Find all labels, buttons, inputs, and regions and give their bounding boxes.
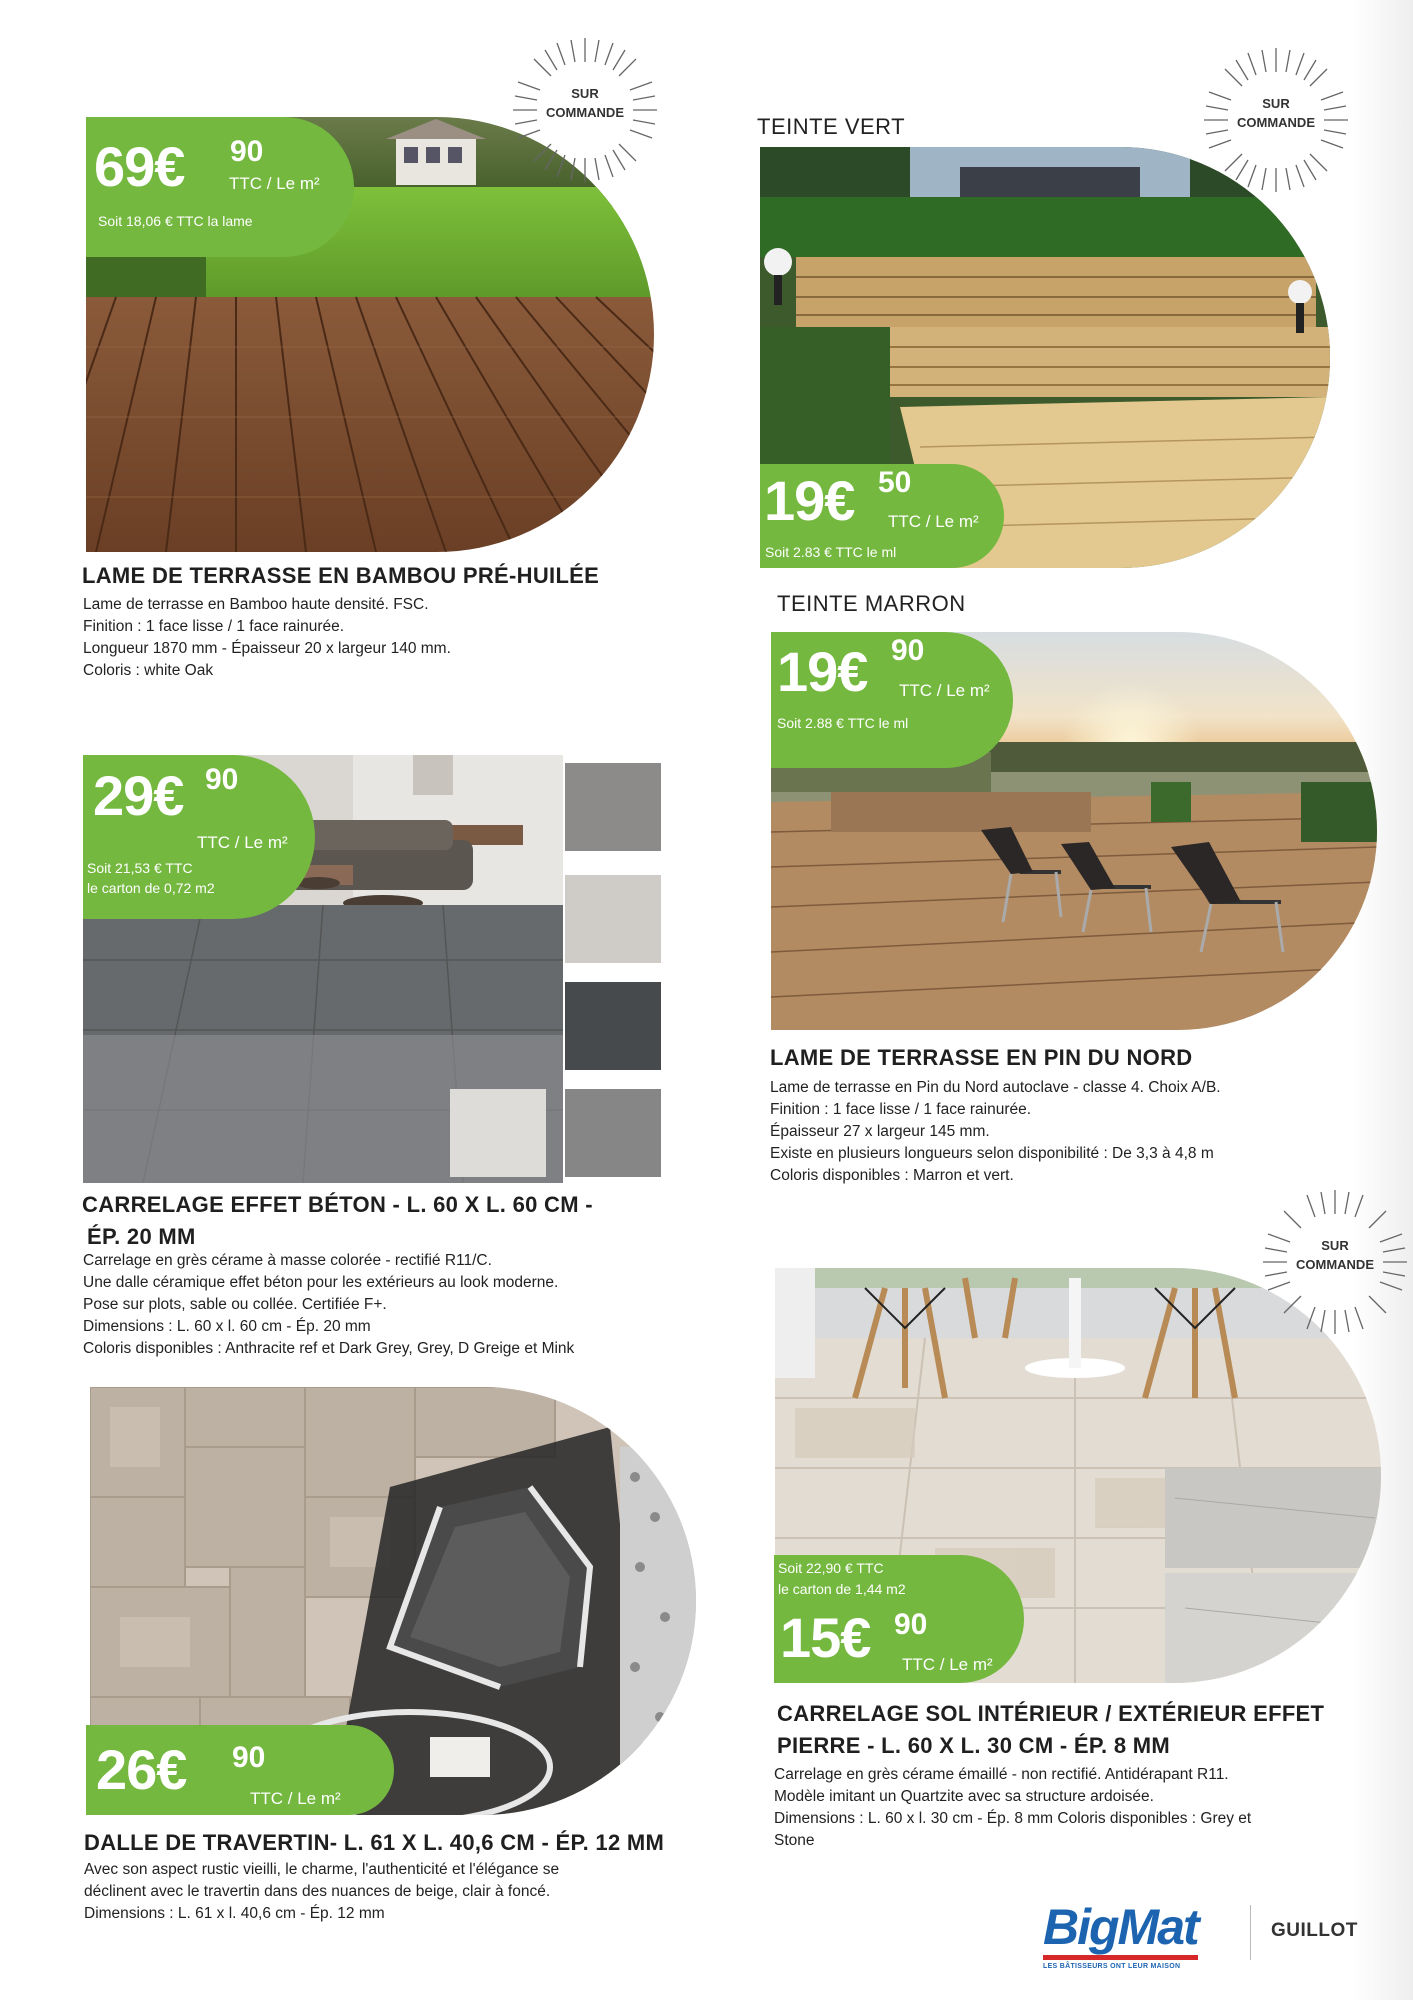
price-note: Soit 2.83 € TTC le ml <box>765 544 897 560</box>
desc-line: Longueur 1870 mm - Épaisseur 20 x largeur 140 mm. <box>83 640 451 657</box>
variant-label-brown: TEINTE MARRON <box>777 591 966 616</box>
desc-line: Une dalle céramique effet béton pour les extérieurs au look moderne. <box>83 1274 559 1291</box>
beton-title <box>82 1189 593 1253</box>
desc-line: Lame de terrasse en Bamboo haute densité. FSC. <box>83 596 429 613</box>
desc-line: Lame de terrasse en Pin du Nord autoclave - classe 4. Choix A/B. <box>770 1079 1221 1096</box>
travertin-title: DALLE DE TRAVERTIN- L. 61 X L. 40,6 CM - ÉP. 12 MM <box>84 1830 665 1855</box>
price-note-2: le carton de 1,44 m2 <box>778 1581 906 1597</box>
logo-divider <box>1250 1905 1251 1960</box>
badge-line-1: SUR <box>1321 1238 1349 1253</box>
bamboo-title: LAME DE TERRASSE EN BAMBOU PRÉ-HUILÉE <box>82 563 600 588</box>
desc-line: Carrelage en grès cérame à masse colorée - rectifié R11/C. <box>83 1252 492 1269</box>
badge-line-2: COMMANDE <box>1237 115 1315 130</box>
price-note: Soit 18,06 € TTC la lame <box>98 213 253 229</box>
price-cents: 90 <box>232 1741 266 1774</box>
badge-line-2: COMMANDE <box>546 105 624 120</box>
store-name: GUILLOT <box>1271 1920 1358 1941</box>
desc-line: Coloris disponibles : Anthracite ref et Dark Grey, Grey, D Greige et Mink <box>83 1340 575 1357</box>
title-line-2: PIERRE - L. 60 X L. 30 CM - ÉP. 8 MM <box>777 1733 1171 1758</box>
desc-line: Finition : 1 face lisse / 1 face rainurée. <box>83 618 345 635</box>
title-line-2: ÉP. 20 MM <box>87 1224 196 1249</box>
price-unit: TTC / Le m² <box>888 512 979 531</box>
price-cents: 90 <box>230 135 264 168</box>
price-note-1: Soit 21,53 € TTC <box>87 860 193 876</box>
bamboo-price-tag <box>86 117 354 257</box>
desc-line: Stone <box>774 1832 815 1849</box>
desc-line: Pose sur plots, sable ou collée. Certifiée F+. <box>83 1296 387 1313</box>
desc-line: Épaisseur 27 x largeur 145 mm. <box>770 1123 990 1140</box>
beton-price-tag <box>83 755 315 919</box>
price-main: 15€ <box>780 1606 871 1669</box>
price-cents: 90 <box>205 763 239 796</box>
price-unit: TTC / Le m² <box>902 1655 993 1674</box>
desc-line: Modèle imitant un Quartzite avec sa structure ardoisée. <box>774 1788 1154 1805</box>
desc-line: Dimensions : L. 61 x l. 40,6 cm - Ép. 12 mm <box>84 1905 385 1922</box>
price-cents: 50 <box>878 466 912 499</box>
price-note-2: le carton de 0,72 m2 <box>87 880 215 896</box>
bigmat-logo <box>1043 1900 1198 1980</box>
bamboo-description <box>83 594 451 682</box>
badge-line-1: SUR <box>571 86 599 101</box>
price-note: Soit 2.88 € TTC le ml <box>777 715 909 731</box>
beton-description <box>83 1250 574 1360</box>
desc-line: Carrelage en grès cérame émaillé - non rectifié. Antidérapant R11. <box>774 1766 1229 1783</box>
sur-commande-badge <box>1255 1182 1413 1342</box>
price-main: 26€ <box>96 1738 187 1801</box>
price-main: 69€ <box>94 135 185 198</box>
price-cents: 90 <box>891 634 925 667</box>
title-line-1: CARRELAGE EFFET BÉTON - L. 60 X L. 60 CM - <box>82 1192 593 1217</box>
price-unit: TTC / Le m² <box>250 1789 341 1808</box>
pierre-title <box>777 1698 1324 1762</box>
travertin-price-tag <box>86 1725 394 1815</box>
price-unit: TTC / Le m² <box>197 833 288 852</box>
price-main: 19€ <box>764 469 855 532</box>
brand-tagline: LES BÂTISSEURS ONT LEUR MAISON <box>1043 1963 1181 1970</box>
desc-line: Coloris : white Oak <box>83 662 214 679</box>
pierre-price-tag <box>774 1555 1024 1683</box>
price-main: 29€ <box>93 764 184 827</box>
badge-line-2: COMMANDE <box>1296 1257 1374 1272</box>
pine-description <box>770 1077 1221 1187</box>
price-note-1: Soit 22,90 € TTC <box>778 1560 884 1576</box>
price-unit: TTC / Le m² <box>229 174 320 193</box>
desc-line: Avec son aspect rustic vieilli, le charme, l'authenticité et l'élégance se <box>84 1861 560 1878</box>
desc-line: Dimensions : L. 60 x l. 60 cm - Ép. 20 mm <box>83 1318 371 1335</box>
pine-brown-price-tag <box>771 632 1013 768</box>
pine-title: LAME DE TERRASSE EN PIN DU NORD <box>770 1045 1193 1070</box>
desc-line: Coloris disponibles : Marron et vert. <box>770 1167 1014 1184</box>
price-cents: 90 <box>894 1608 928 1641</box>
badge-line-1: SUR <box>1262 96 1290 111</box>
desc-line: Existe en plusieurs longueurs selon disponibilité : De 3,3 à 4,8 m <box>770 1145 1214 1162</box>
pierre-description <box>774 1764 1251 1852</box>
pine-green-price-tag <box>760 464 1004 568</box>
desc-line: Finition : 1 face lisse / 1 face rainurée. <box>770 1101 1032 1118</box>
brand-name: BigMat <box>1043 1899 1198 1955</box>
price-unit: TTC / Le m² <box>899 681 990 700</box>
price-main: 19€ <box>777 640 868 703</box>
variant-label-green: TEINTE VERT <box>757 114 906 139</box>
desc-line: Dimensions : L. 60 x l. 30 cm - Ép. 8 mm Coloris disponibles : Grey et <box>774 1810 1252 1827</box>
sur-commande-badge <box>505 30 665 190</box>
brand-underline <box>1043 1955 1198 1960</box>
travertin-description <box>84 1859 559 1925</box>
page-edge-shadow <box>1353 0 1413 2000</box>
desc-line: déclinent avec le travertin dans des nuances de beige, clair à foncé. <box>84 1883 551 1900</box>
title-line-1: CARRELAGE SOL INTÉRIEUR / EXTÉRIEUR EFFET <box>777 1701 1325 1726</box>
